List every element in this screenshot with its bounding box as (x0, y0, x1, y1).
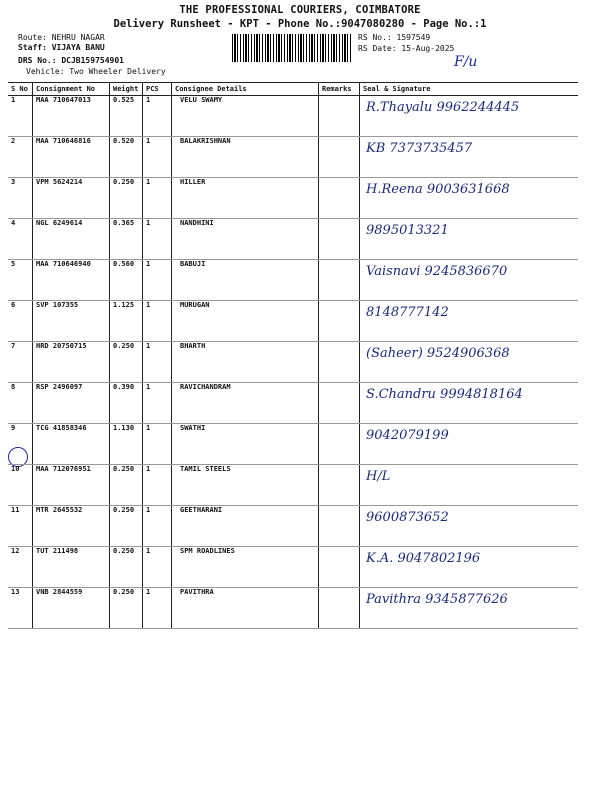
cell-signature (360, 219, 579, 260)
cell-remarks (319, 465, 360, 506)
rs-number: RS No.: 1597549 (358, 33, 431, 42)
cell-weight: 0.250 (110, 588, 143, 629)
handwritten-signature: (Saheer) 9524906368 (366, 346, 510, 361)
cell-consignee: SWATHI (172, 424, 319, 465)
handwritten-signature: R.Thayalu 9962244445 (366, 100, 520, 115)
document-subtitle: Delivery Runsheet - KPT - Phone No.:9047080280 - Page No.:1 (113, 18, 487, 30)
cell-remarks (319, 219, 360, 260)
cell-signature (360, 547, 579, 588)
cell-remarks (319, 260, 360, 301)
cell-consignee: BABUJI (172, 260, 319, 301)
cell-sno: 2 (8, 137, 33, 178)
handwritten-signature: KB 7373735457 (366, 141, 473, 156)
cell-signature (360, 178, 579, 219)
cell-remarks (319, 342, 360, 383)
col-remarks: Remarks (319, 83, 360, 96)
cell-signature (360, 260, 579, 301)
cell-weight: 0.250 (110, 547, 143, 588)
handwritten-signature: K.A. 9047802196 (366, 551, 481, 566)
table-row (8, 465, 578, 506)
cell-pcs: 1 (143, 383, 172, 424)
col-consignment: Consignment No (33, 83, 110, 96)
cell-sno: 11 (8, 506, 33, 547)
cell-signature (360, 588, 579, 629)
cell-sno: 6 (8, 301, 33, 342)
cell-pcs: 1 (143, 424, 172, 465)
cell-consignment: MAA 710647013 (33, 96, 110, 137)
cell-weight: 0.390 (110, 383, 143, 424)
cell-pcs: 1 (143, 465, 172, 506)
col-pcs: PCS (143, 83, 172, 96)
cell-weight: 0.365 (110, 219, 143, 260)
cell-weight: 0.250 (110, 465, 143, 506)
table-row (8, 506, 578, 547)
cell-signature (360, 424, 579, 465)
table-row (8, 547, 578, 588)
handwritten-signature: 8148777142 (366, 305, 449, 320)
cell-pcs: 1 (143, 342, 172, 383)
cell-sno: 5 (8, 260, 33, 301)
handwritten-signature: 9895013321 (366, 223, 449, 238)
cell-sno: 12 (8, 547, 33, 588)
table-row (8, 301, 578, 342)
cell-consignment: TUT 211498 (33, 547, 110, 588)
cell-consignee: HILLER (172, 178, 319, 219)
cell-weight: 0.250 (110, 178, 143, 219)
cell-remarks (319, 96, 360, 137)
cell-signature (360, 506, 579, 547)
cell-sno: 7 (8, 342, 33, 383)
cell-pcs: 1 (143, 260, 172, 301)
cell-sno: 4 (8, 219, 33, 260)
table-row (8, 260, 578, 301)
col-weight: Weight (110, 83, 143, 96)
table-row (8, 588, 578, 629)
cell-consignment: MTR 2645532 (33, 506, 110, 547)
col-signature: Seal & Signature (360, 83, 579, 96)
cell-consignment: VPM 5624214 (33, 178, 110, 219)
handwritten-signature: H/L (366, 469, 391, 484)
cell-remarks (319, 506, 360, 547)
cell-weight: 0.520 (110, 137, 143, 178)
cell-signature (360, 301, 579, 342)
cell-signature (360, 342, 579, 383)
cell-consignee: VELU SWAMY (172, 96, 319, 137)
cell-weight: 1.125 (110, 301, 143, 342)
cell-signature (360, 137, 579, 178)
cell-sno: 8 (8, 383, 33, 424)
cell-consignee: MURUGAN (172, 301, 319, 342)
cell-remarks (319, 178, 360, 219)
cell-consignment: NGL 6249614 (33, 219, 110, 260)
col-consignee: Consignee Details (172, 83, 319, 96)
cell-pcs: 1 (143, 301, 172, 342)
cell-sno: 13 (8, 588, 33, 629)
cell-consignee: SPM ROADLINES (172, 547, 319, 588)
handwritten-signature: 9600873652 (366, 510, 449, 525)
table-row (8, 178, 578, 219)
cell-weight: 0.560 (110, 260, 143, 301)
table-header-row (8, 83, 578, 96)
cell-remarks (319, 301, 360, 342)
staff-label: Staff: VIJAYA BANU (18, 43, 105, 52)
table-row (8, 424, 578, 465)
handwritten-signature: S.Chandru 9994818164 (366, 387, 523, 402)
runsheet-table (8, 82, 578, 629)
cell-consignee: RAVICHANDRAM (172, 383, 319, 424)
cell-consignment: MAA 710646940 (33, 260, 110, 301)
cell-consignee: PAVITHRA (172, 588, 319, 629)
cell-signature (360, 96, 579, 137)
cell-consignment: MAA 710646816 (33, 137, 110, 178)
cell-sno: 10 (8, 465, 33, 506)
handwritten-signature: Vaisnavi 9245836670 (366, 264, 508, 279)
handwritten-signature: 9042079199 (366, 428, 449, 443)
handwritten-signature: Pavithra 9345877626 (366, 592, 508, 607)
cell-pcs: 1 (143, 588, 172, 629)
cell-consignment: MAA 712076951 (33, 465, 110, 506)
cell-consignment: SVP 107355 (33, 301, 110, 342)
vehicle-label: Vehicle: Two Wheeler Delivery (26, 67, 166, 76)
cell-remarks (319, 424, 360, 465)
followup-stamp: F/u (454, 54, 478, 70)
cell-pcs: 1 (143, 506, 172, 547)
table-row (8, 383, 578, 424)
cell-weight: 0.250 (110, 342, 143, 383)
cell-remarks (319, 383, 360, 424)
cell-sno: 3 (8, 178, 33, 219)
table-row (8, 342, 578, 383)
table-row (8, 219, 578, 260)
cell-consignee: NANDHINI (172, 219, 319, 260)
cell-consignment: RSP 2496097 (33, 383, 110, 424)
cell-sno: 9 (8, 424, 33, 465)
handwritten-signature: H.Reena 9003631668 (366, 182, 510, 197)
cell-weight: 0.250 (110, 506, 143, 547)
cell-consignee: BALAKRISHNAN (172, 137, 319, 178)
barcode (232, 34, 352, 62)
cell-sno: 1 (8, 96, 33, 137)
cell-consignee: BHARTH (172, 342, 319, 383)
cell-pcs: 1 (143, 547, 172, 588)
table-row (8, 137, 578, 178)
col-sno: S No (8, 83, 33, 96)
cell-consignment: VNB 2844559 (33, 588, 110, 629)
drs-label: DRS No.: DCJB159754901 (18, 56, 124, 65)
rs-date: RS Date: 15-Aug-2025 (358, 44, 455, 53)
cell-consignee: TAMIL STEELS (172, 465, 319, 506)
cell-consignee: GEETHARANI (172, 506, 319, 547)
cell-remarks (319, 137, 360, 178)
cell-pcs: 1 (143, 219, 172, 260)
cell-pcs: 1 (143, 137, 172, 178)
cell-remarks (319, 547, 360, 588)
cell-signature (360, 465, 579, 506)
document-title: THE PROFESSIONAL COURIERS, COIMBATORE (179, 4, 421, 16)
cell-pcs: 1 (143, 178, 172, 219)
route-label: Route: NEHRU NAGAR (18, 33, 105, 42)
cell-weight: 0.525 (110, 96, 143, 137)
cell-signature (360, 383, 579, 424)
cell-consignment: HRD 20750715 (33, 342, 110, 383)
cell-remarks (319, 588, 360, 629)
cell-consignment: TCG 41858346 (33, 424, 110, 465)
table-row (8, 96, 578, 137)
cell-pcs: 1 (143, 96, 172, 137)
cell-weight: 1.130 (110, 424, 143, 465)
